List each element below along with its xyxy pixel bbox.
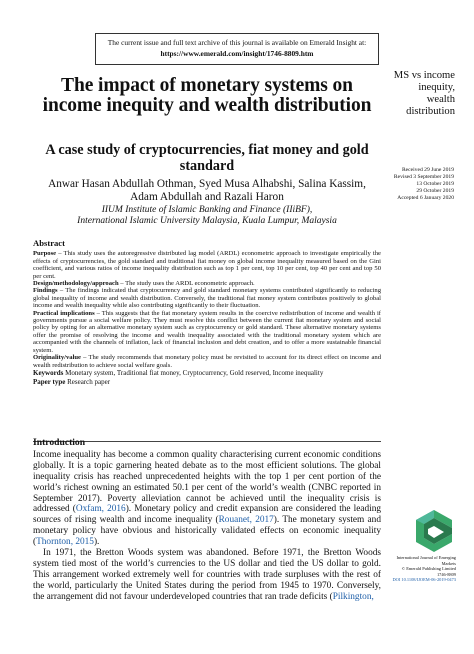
intro-text: ). Monetary policy and credit expansion are considered the leading sources of rising wealth and income inequality ( xyxy=(33,504,382,526)
date-received: Received 29 June 2019 xyxy=(401,167,454,173)
citation-link[interactable]: Pilkington, xyxy=(332,591,374,602)
journal-name: International Journal of Emerging Markets xyxy=(396,555,456,566)
intro-paragraph-1 xyxy=(33,450,381,548)
affiliation-line-1: IIUM Institute of Islamic Banking and Finance (IIiBF), xyxy=(101,205,313,215)
findings-label: Findings xyxy=(33,287,58,295)
citation-link[interactable]: Oxfam, 2016 xyxy=(75,504,126,515)
notice-text: The current issue and full text archive of this journal is available on Emerald Insight at: xyxy=(107,38,367,47)
running-title: MS vs income inequity, wealth distribution xyxy=(393,70,455,117)
abstract-findings xyxy=(33,287,381,309)
paper-type-label: Paper type xyxy=(33,377,66,386)
purpose-label: Purpose xyxy=(33,250,57,258)
paper-type xyxy=(33,378,381,387)
intro-text: Income inequality has become a common quality characterising current economic conditions globally. It is a topic garnering heated debate as to the most efficient solutions. The global inequality crisis has reached unprecedented heights with the top 1 per cent portion of the world’s richest owning an estimated 50.1 per cent of the world’s wealth (CNBC reported in September 2017). Poverty alleviation cannot be achieved until the inequality crisis is addressed ( xyxy=(33,449,381,515)
author-affiliation xyxy=(33,205,381,227)
affiliation-line-2: International Islamic University Malaysia, Kuala Lumpur, Malaysia xyxy=(77,216,337,226)
abstract-heading: Abstract xyxy=(33,238,65,248)
citation-link[interactable]: Thornton, 2015 xyxy=(36,537,94,548)
design-text: – The study uses the ARDL econometric approach. xyxy=(118,280,255,288)
authors-line-1: Anwar Hasan Abdullah Othman, Syed Musa Alhabshi, Salina Kassim, xyxy=(48,178,366,190)
article-title: The impact of monetary systems on income inequity and wealth distribution xyxy=(42,75,372,116)
abstract-purpose xyxy=(33,250,381,280)
article-subtitle: A case study of cryptocurrencies, fiat money and gold standard xyxy=(45,142,369,174)
intro-text: In 1971, the Bretton Woods system was abandoned. Before 1971, the Bretton Woods system tied most of the world’s currencies to the US dollar and tied the US dollar to gold. This arrangement worked extremely well for countries with trade surpluses with the rest of the world, particularly the United States during the period from 1945 to 1970. Conversely, the arrangement did not favour underdeveloped countries that ran trade deficits ( xyxy=(33,548,381,602)
publisher-logo-icon xyxy=(414,508,454,554)
journal-url-link[interactable]: https://www.emerald.com/insight/1746-8809.htm xyxy=(160,49,314,58)
purpose-text: – This study uses the autoregressive distributed lag model (ARDL) econometric approach to investigate empirically the effects of cryptocurrencies, the gold standard and traditional fiat money on global income inequality measured based on the Gini coefficient, and various ratios of income inequality distribution such as top 1 per cent, top 10 per cent, top 40 per cent and top 50 per cent. xyxy=(33,250,381,280)
journal-copyright: © Emerald Publishing Limited xyxy=(401,566,456,572)
keywords-label: Keywords xyxy=(33,368,64,377)
author-list xyxy=(33,178,381,203)
date-revised-1: Revised 3 September 2019 xyxy=(393,174,454,180)
keywords xyxy=(33,369,381,378)
abstract-originality xyxy=(33,354,381,369)
originality-label: Originality/value xyxy=(33,354,81,362)
citation-link[interactable]: Rouanet, 2017 xyxy=(218,515,274,526)
submission-dates xyxy=(384,167,454,202)
paper-type-text: Research paper xyxy=(65,377,111,386)
journal-info xyxy=(382,555,456,583)
intro-paragraph-2 xyxy=(33,548,381,603)
keywords-text: Monetary system, Traditional fiat money, Cryptocurrency, Gold reserved, Income inequality xyxy=(63,368,324,377)
intro-text: ). The monetary system and monetary policy have obvious and historically validated effects on economic inequality ( xyxy=(33,515,381,548)
date-revised-3: 29 October 2019 xyxy=(416,188,454,194)
practical-text: – This suggests that the fiat monetary system results in the coercive redistribution of income and wealth if governments pursue a social welfare policy. They must resolve this conflict between the current fiat monetary system and social policy by opting for an alternative monetary system such as cryptocurrency or gold standard. These alternative monetary systems offer the promise of resolving the income and wealth inequality associated with the traditional monetary system which are accompanied with the channels of inflation, lack of financial inclusion and debt creation, and to offer a more sustainable financial system. xyxy=(33,309,381,354)
journal-issn: 1746-8809 xyxy=(436,571,456,577)
abstract-design xyxy=(33,280,381,287)
design-label: Design/methodology/approach xyxy=(33,280,119,288)
abstract-section xyxy=(33,240,381,387)
journal-doi-link[interactable]: DOI 10.1108/IJOEM-06-2019-0473 xyxy=(392,577,456,583)
availability-notice xyxy=(95,33,379,65)
intro-text: ). xyxy=(93,537,100,548)
introduction-section xyxy=(33,438,381,603)
authors-line-2: Adam Abdullah and Razali Haron xyxy=(130,190,284,203)
findings-text: – The findings indicated that cryptocurrency and gold standard monetary systems contributed significantly to reducing global inequality of income and wealth distribution. Conversely, the traditional fiat money system contributes positively to global income and wealth inequality while also contributing significantly to their fluctuation. xyxy=(33,287,381,310)
introduction-heading: Introduction xyxy=(33,437,86,448)
date-accepted: Accepted 6 January 2020 xyxy=(397,195,454,201)
originality-text: – The study recommends that monetary policy must be revisited to account for its direct effect on income and wealth redistribution to achieve social welfare goals. xyxy=(33,354,381,369)
abstract-practical xyxy=(33,310,381,354)
practical-label: Practical implications xyxy=(33,309,95,317)
date-revised-2: 13 October 2019 xyxy=(416,181,454,187)
